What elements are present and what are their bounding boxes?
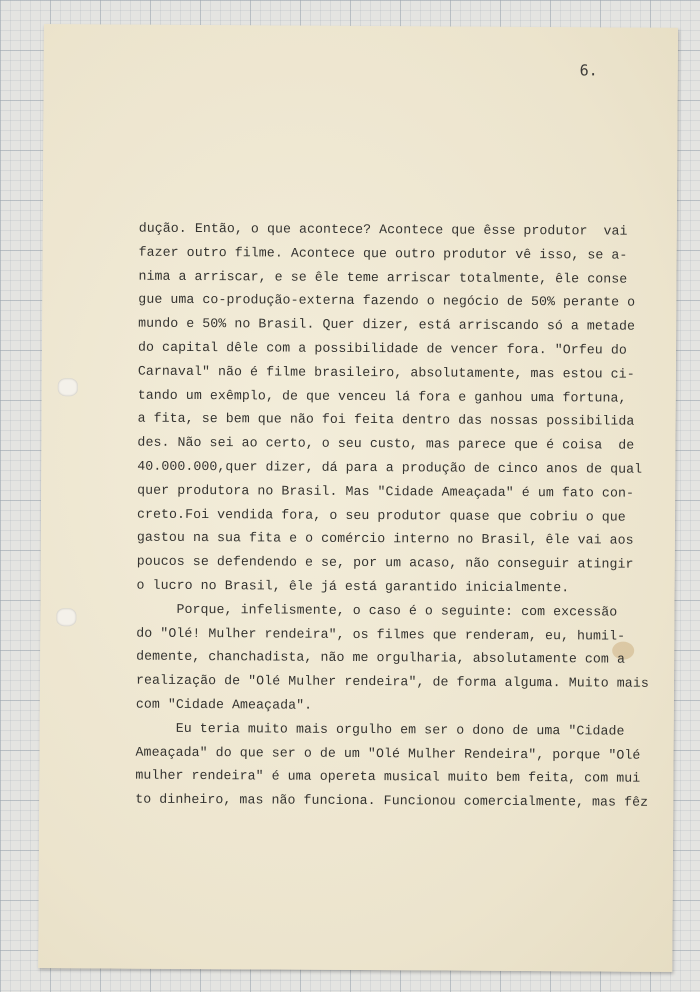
text-line: nima a arriscar, e se êle teme arriscar totalmente, êle conse: [138, 268, 628, 287]
text-line: mundo e 50% no Brasil. Quer dizer, está arriscando só a metade: [138, 315, 636, 334]
text-line: dementе, chanchadista, não me orgulharia, absolutamente com a: [136, 648, 626, 667]
text-line: gastou na sua fita e o comércio interno no Brasil, êle vai aos: [136, 529, 634, 549]
punch-hole: [56, 608, 76, 626]
text-line: poucos se defendendo e se, por um acaso, não conseguir atingir: [136, 553, 634, 572]
text-line: fazer outro filme. Acontece que outro produtor vê isso, se a-: [138, 244, 628, 263]
text-line: Carnaval" não é filme brasileiro, absolutamente, mas estou ci-: [137, 363, 635, 382]
text-line: mulher rendeira" é uma opereta musical muito bem feita, com mui: [135, 767, 641, 787]
page-number: 6.: [579, 61, 598, 80]
text-line: creto.Foi vendida fora, o seu produtor quase que cobriu o que: [136, 506, 626, 525]
body-text: [135, 217, 649, 815]
text-line: des. Não sei ao certo, o seu custo, mas parece que é coisa de: [137, 434, 635, 453]
text-line: Porque, infelismente, o caso é o seguinte: com excessão: [136, 601, 618, 620]
text-line: do capital dêle com a possibilidade de vencer fora. "Orfeu do: [137, 339, 627, 358]
typewritten-page: [38, 24, 678, 972]
text-line: dução. Então, o que acontece? Acontece que êsse produtor vai: [138, 220, 628, 239]
text-line: o lucro no Brasil, êle já está garantido inicialmente.: [136, 577, 570, 596]
text-line: a fita, se bem que não foi feita dentro das nossas possibilida: [137, 411, 635, 430]
text-line: Ameaçada" do que ser o de um "Olé Mulher Rendeira", porque "Olé: [135, 744, 641, 763]
text-line: tando um exêmplo, de que venceu lá fora e ganhou uma fortuna,: [137, 387, 627, 406]
text-line: do "Olé! Mulher rendeira", os filmes que renderam, eu, humil-: [136, 625, 626, 644]
text-line: realização de "Olé Mulher rendeira", de forma alguma. Muito mais: [135, 672, 649, 691]
text-line: Eu teria muito mais orgulho em ser o dono de uma "Cidade: [135, 720, 625, 739]
punch-hole: [58, 378, 78, 396]
text-line: com "Cidade Ameaçada".: [135, 696, 313, 713]
text-line: to dinheiro, mas não funciona. Funcionou comercialmente, mas fêz: [135, 791, 649, 810]
text-line: quer produtora no Brasil. Mas "Cidade Ameaçada" é um fato con-: [137, 482, 635, 501]
text-line: 40.000.000,quer dizer, dá para a produção de cinco anos de qual: [137, 458, 643, 477]
text-line: gue uma co-produção-externa fazendo o negócio de 50% perante o: [138, 292, 636, 311]
